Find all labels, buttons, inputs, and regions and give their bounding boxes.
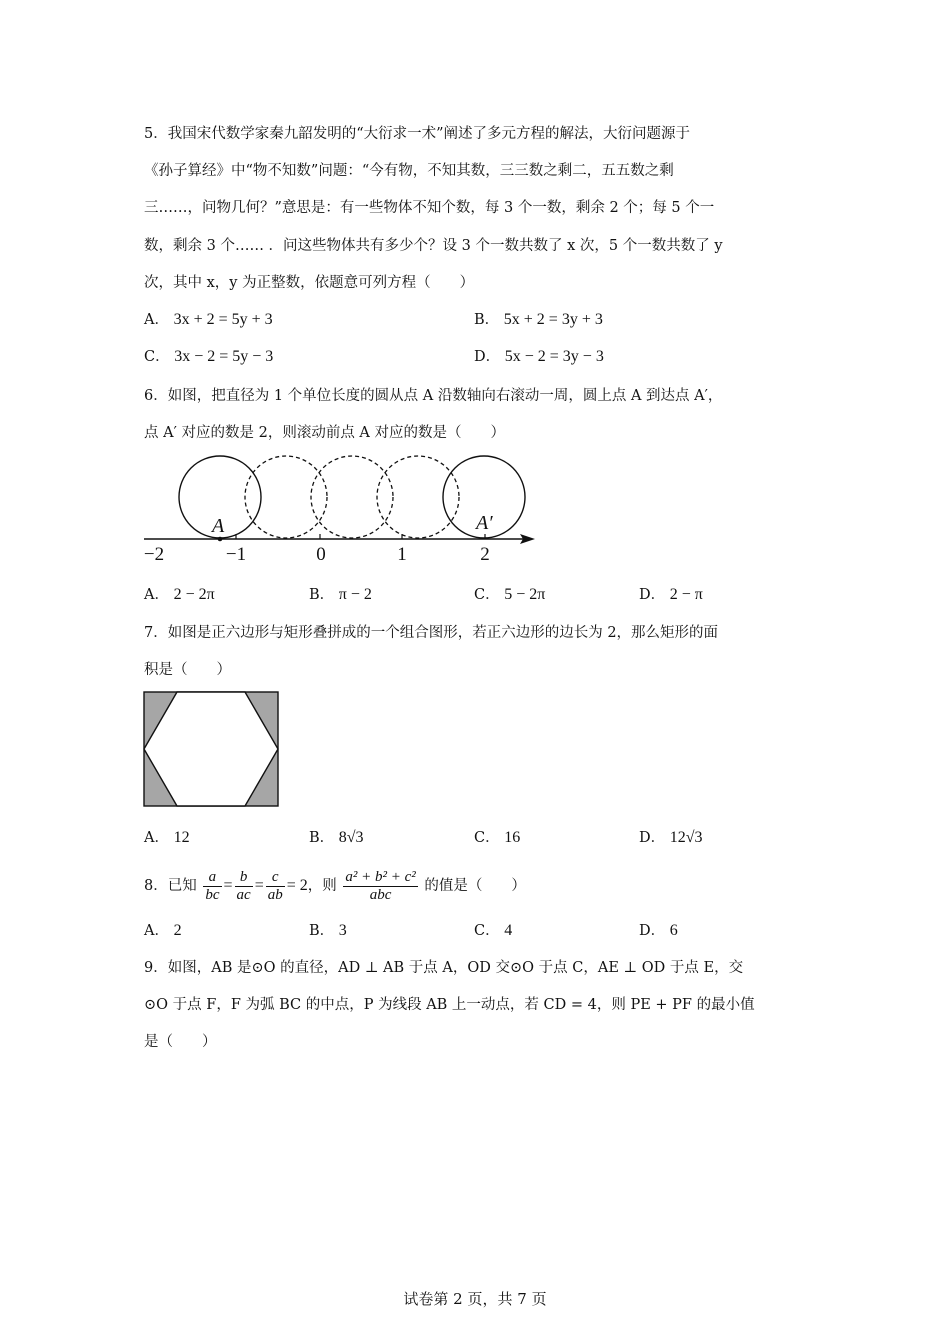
q5-option-b[interactable] xyxy=(474,310,603,330)
option-text: 3x − 2 = 5y − 3 xyxy=(174,348,274,365)
option-label: D． xyxy=(474,349,501,365)
tick-label: −1 xyxy=(225,544,247,565)
option-label: B． xyxy=(309,830,335,846)
tick-label: 1 xyxy=(397,544,407,565)
q6-line-1: 6．如图，把直径为 1 个单位长度的圆从点 A 沿数轴向右滚动一周，圆上点 A 到达点 A′， xyxy=(144,388,723,404)
q8-option-d[interactable] xyxy=(639,921,678,941)
option-text: 2 − 2π xyxy=(173,586,215,603)
point-a-label: A xyxy=(212,515,225,537)
option-label: A． xyxy=(144,923,169,939)
equals-sign: = xyxy=(254,877,264,894)
fraction-denominator: bc xyxy=(205,886,220,903)
option-label: D． xyxy=(639,587,666,603)
q7-option-a[interactable] xyxy=(144,828,190,848)
tick-label: −2 xyxy=(143,544,165,565)
option-label: C． xyxy=(144,349,170,365)
option-text: 2 − π xyxy=(669,586,703,603)
q6-option-b[interactable] xyxy=(309,585,372,605)
q7-line-1: 7．如图是正六边形与矩形叠拼成的一个组合图形，若正六边形的边长为 2，那么矩形的面 xyxy=(144,625,719,641)
option-text: 5x + 2 = 3y + 3 xyxy=(503,311,603,328)
q7-hexagon-rectangle-figure xyxy=(142,690,282,810)
q6-number-line-figure xyxy=(140,455,540,570)
q6-line-2: 点 A′ 对应的数是 2，则滚动前点 A 对应的数是（ ） xyxy=(144,425,506,441)
tick-label: 0 xyxy=(316,544,326,565)
q5-line-4: 数，剩余 3 个…… ．问这些物体共有多少个？设 3 个一数共数了 x 次，5 个一数共数了 y xyxy=(144,238,723,254)
q5-line-5: 次，其中 x，y 为正整数，依题意可列方程（ ） xyxy=(144,275,475,291)
q9-line-2: ⊙O 于点 F，F 为弧 BC 的中点，P 为线段 AB 上一动点，若 CD = 4，则 PE + PF 的最小值 xyxy=(144,997,755,1013)
option-text: 5x − 2 = 3y − 3 xyxy=(504,348,604,365)
option-text: 12 xyxy=(173,829,190,846)
q6-option-c[interactable] xyxy=(474,585,545,605)
option-text: π − 2 xyxy=(338,586,372,603)
option-label: C． xyxy=(474,587,500,603)
q8-suffix: 的值是（ ） xyxy=(424,878,526,894)
q5-line-1: 5．我国宋代数学家秦九韶发明的“大衍求一术”阐述了多元方程的解法，大衍问题源于 xyxy=(144,126,691,142)
fraction-numerator: c xyxy=(271,868,279,885)
option-label: B． xyxy=(309,923,335,939)
option-text: 6 xyxy=(669,922,678,939)
option-text: 3x + 2 = 5y + 3 xyxy=(173,311,273,328)
option-label: B． xyxy=(309,587,335,603)
fraction-c-over-ab xyxy=(266,869,285,904)
q9-line-3: 是（ ） xyxy=(144,1034,217,1050)
q7-option-d[interactable] xyxy=(639,828,703,848)
fraction-numerator: b xyxy=(239,868,248,885)
q6-option-d[interactable] xyxy=(639,585,703,605)
option-label: C． xyxy=(474,923,500,939)
q8-mid: ，则 xyxy=(307,878,337,894)
rolling-circle-dashed xyxy=(245,456,327,538)
rolling-circle-dashed xyxy=(311,456,393,538)
fraction-denominator: ac xyxy=(236,886,251,903)
option-text: 3 xyxy=(338,922,347,939)
q8-stem xyxy=(144,866,526,906)
option-label: D． xyxy=(639,830,666,846)
q6-option-a[interactable] xyxy=(144,585,215,605)
option-label: A． xyxy=(144,830,169,846)
option-text: 4 xyxy=(504,922,513,939)
fraction-numerator: a² + b² + c² xyxy=(345,868,416,885)
fraction-denominator: ab xyxy=(267,886,283,903)
q5-option-c[interactable] xyxy=(144,347,273,367)
equation-value: = 2 xyxy=(286,877,308,894)
fraction-b-over-ac xyxy=(235,869,253,904)
q8-option-c[interactable] xyxy=(474,921,512,941)
option-text: 8√3 xyxy=(338,829,364,846)
q5-option-d[interactable] xyxy=(474,347,604,367)
option-text: 2 xyxy=(173,922,182,939)
option-label: C． xyxy=(474,830,500,846)
option-label: A． xyxy=(144,312,169,328)
q7-option-c[interactable] xyxy=(474,828,520,848)
q7-option-b[interactable] xyxy=(309,828,364,848)
tick-label: 2 xyxy=(480,544,490,565)
q8-option-b[interactable] xyxy=(309,921,347,941)
option-label: A． xyxy=(144,587,169,603)
q7-line-2: 积是（ ） xyxy=(144,662,231,678)
rolling-circle-dashed xyxy=(377,456,459,538)
q8-option-a[interactable] xyxy=(144,921,182,941)
q8-prefix: 8．已知 xyxy=(144,878,197,894)
option-label: D． xyxy=(639,923,666,939)
q5-line-3: 三……，问物几何？”意思是：有一些物体不知个数，每 3 个一数，剩余 2 个；每 5 个一 xyxy=(144,200,715,216)
q5-line-2: 《孙子算经》中“物不知数”问题：“今有物，不知其数，三三数之剩二，五五数之剩 xyxy=(144,163,674,179)
q5-option-a[interactable] xyxy=(144,310,273,330)
point-a-prime-label: A′ xyxy=(476,512,493,534)
q9-line-1: 9．如图，AB 是⊙O 的直径，AD ⊥ AB 于点 A，OD 交⊙O 于点 C，AE ⊥ OD 于点 E，交 xyxy=(144,960,744,976)
option-text: 16 xyxy=(504,829,521,846)
option-label: B． xyxy=(474,312,500,328)
equals-sign: = xyxy=(223,877,233,894)
option-text: 5 − 2π xyxy=(504,586,546,603)
page-footer: 试卷第 2 页，共 7 页 xyxy=(403,1290,547,1308)
point-a-dot xyxy=(218,537,223,542)
fraction-sum-squares-over-abc xyxy=(343,869,417,904)
option-text: 12√3 xyxy=(669,829,703,846)
fraction-a-over-bc xyxy=(203,869,221,904)
fraction-numerator: a xyxy=(208,868,217,885)
fraction-denominator: abc xyxy=(343,886,417,904)
